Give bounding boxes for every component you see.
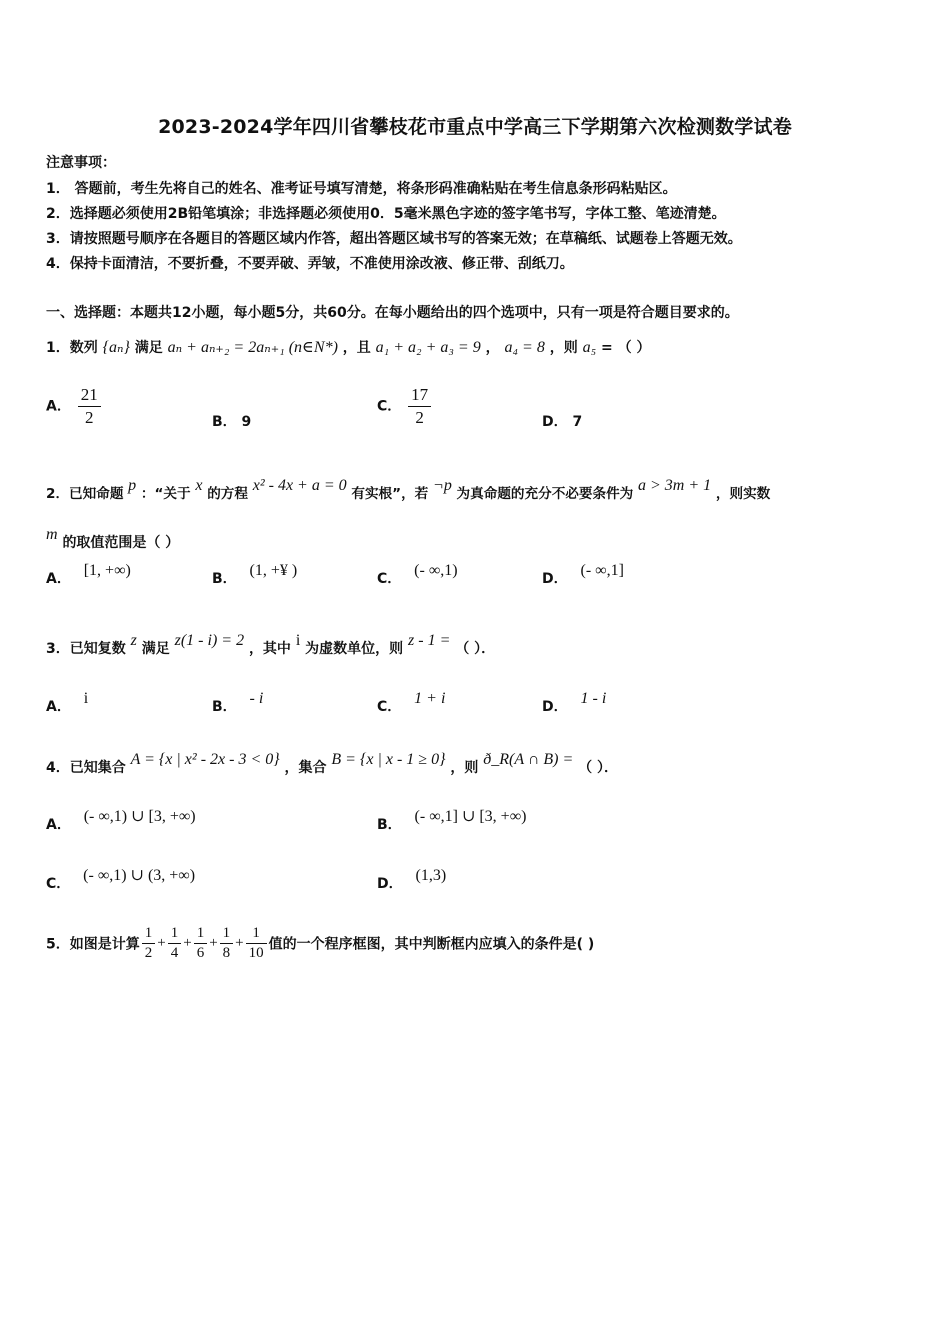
q5-fraction-1-num: 1 bbox=[142, 924, 156, 944]
q3-text-1: 3．已知复数 bbox=[46, 641, 126, 657]
q2-option-a-label: A． bbox=[46, 571, 71, 587]
q1-option-d[interactable] bbox=[542, 411, 582, 431]
q4-option-d[interactable] bbox=[377, 867, 447, 893]
notice-item-1: 1． 答题前，考生先将自己的姓名、准考证号填写清楚，将条形码准确粘贴在考生信息条形码粘贴区。 bbox=[46, 181, 677, 197]
q1-option-c[interactable] bbox=[377, 384, 433, 429]
q3-option-c-label: C． bbox=[377, 699, 402, 715]
q1-math-sequence: {aₙ} bbox=[102, 339, 130, 356]
q1-text-3: ，且 bbox=[342, 340, 371, 356]
q3-option-c-value: 1 + i bbox=[414, 690, 446, 707]
q2-option-b-value: (1, +¥ ) bbox=[249, 562, 298, 579]
q4-option-c-label: C． bbox=[46, 876, 71, 892]
q5-fraction-1 bbox=[142, 924, 156, 963]
q3-math-expression: z - 1 = bbox=[408, 632, 451, 649]
q1-option-a-fraction bbox=[78, 384, 101, 429]
q2-math-x: x bbox=[195, 477, 203, 494]
exam-title: 2023-2024学年四川省攀枝花市重点中学高三下学期第六次检测数学试卷 bbox=[158, 116, 792, 138]
q3-option-a-value: i bbox=[83, 690, 89, 707]
q4-option-a-value: (- ∞,1) ∪ [3, +∞) bbox=[83, 808, 196, 825]
q1-option-c-denominator: 2 bbox=[415, 408, 424, 427]
q5-fraction-5-num: 1 bbox=[246, 924, 267, 944]
q2-math-equation: x² - 4x + a = 0 bbox=[252, 477, 347, 494]
q5-fraction-4-den: 8 bbox=[222, 945, 231, 961]
q1-option-c-numerator: 17 bbox=[408, 384, 431, 407]
q2-text-3: 的方程 bbox=[207, 486, 248, 502]
q1-text-5: ，则 bbox=[549, 340, 578, 356]
q2-text-4: 有实根”，若 bbox=[351, 486, 429, 502]
q1-option-a-denominator: 2 bbox=[84, 408, 94, 427]
q1-option-d-label: D． bbox=[542, 414, 568, 430]
q3-option-a[interactable] bbox=[46, 690, 89, 716]
q2-math-m: m bbox=[46, 526, 58, 543]
q5-plus-4: + bbox=[235, 935, 244, 951]
q2-math-condition: a > 3m + 1 bbox=[638, 477, 712, 494]
question-4 bbox=[46, 751, 619, 777]
q5-fraction-3-den: 6 bbox=[196, 945, 205, 961]
q2-option-c-value: (- ∞,1) bbox=[414, 562, 458, 579]
section-heading: 一、选择题：本题共12小题，每小题5分，共60分。在每小题给出的四个选项中，只有一项是符合题目要求的。 bbox=[46, 305, 739, 321]
q4-text-4: （ ）． bbox=[578, 760, 619, 776]
q3-text-3: ，其中 bbox=[248, 641, 291, 657]
q4-option-a[interactable] bbox=[46, 808, 196, 834]
q1-math-a4: a₄ = 8 bbox=[504, 339, 545, 356]
q4-option-c-value: (- ∞,1) ∪ (3, +∞) bbox=[83, 867, 196, 884]
q2-option-c-label: C． bbox=[377, 571, 402, 587]
q1-text-6: = （ ） bbox=[601, 340, 651, 356]
q2-text-7: 的取值范围是（ ） bbox=[62, 535, 180, 551]
question-3 bbox=[46, 632, 496, 658]
q3-option-c[interactable] bbox=[377, 690, 446, 716]
q3-text-4: 为虚数单位，则 bbox=[305, 641, 404, 657]
q2-option-a-value: [1, +∞) bbox=[83, 562, 131, 579]
q5-fraction-5-den: 10 bbox=[248, 945, 264, 961]
q3-option-d-value: 1 - i bbox=[580, 690, 607, 707]
q5-fraction-1-den: 2 bbox=[144, 945, 153, 961]
q1-math-recurrence: aₙ + aₙ₊₂ = 2aₙ₊₁ (n∈N*) bbox=[167, 339, 338, 356]
q5-plus-3: + bbox=[209, 935, 218, 951]
q1-option-a[interactable] bbox=[46, 384, 103, 429]
q1-math-sum: a₁ + a₂ + a₃ = 9 bbox=[375, 339, 481, 356]
q1-option-d-value: 7 bbox=[572, 414, 583, 430]
q2-option-c[interactable] bbox=[377, 562, 458, 588]
q4-math-set-b: B = {x | x - 1 ≥ 0} bbox=[331, 751, 446, 768]
q3-math-z: z bbox=[130, 632, 137, 649]
q2-math-not-p: ¬p bbox=[433, 477, 452, 494]
q4-text-1: 4．已知集合 bbox=[46, 760, 126, 776]
q2-option-d[interactable] bbox=[542, 562, 624, 588]
q5-plus-2: + bbox=[183, 935, 192, 951]
q4-option-a-label: A． bbox=[46, 817, 71, 833]
q3-option-b-value: - i bbox=[249, 690, 264, 707]
q5-fraction-2-num: 1 bbox=[168, 924, 182, 944]
q3-option-b[interactable] bbox=[212, 690, 264, 716]
notice-item-4: 4．保持卡面清洁，不要折叠，不要弄破、弄皱，不准使用涂改液、修正带、刮纸刀。 bbox=[46, 256, 574, 272]
notice-item-2: 2．选择题必须使用2B铅笔填涂；非选择题必须使用0．5毫米黑色字迹的签字笔书写，字体工整、笔迹清楚。 bbox=[46, 206, 726, 222]
q1-option-a-label: A． bbox=[46, 398, 71, 415]
q5-fraction-2 bbox=[168, 924, 182, 963]
q4-option-b-label: B． bbox=[377, 817, 402, 833]
q5-fraction-5 bbox=[246, 924, 267, 963]
question-5 bbox=[46, 924, 594, 963]
q5-plus-1: + bbox=[157, 935, 166, 951]
q4-option-d-label: D． bbox=[377, 876, 403, 892]
q3-option-a-label: A． bbox=[46, 699, 71, 715]
q2-option-d-label: D． bbox=[542, 571, 568, 587]
q2-text-2: ：“关于 bbox=[140, 486, 191, 502]
q2-math-p: p bbox=[128, 477, 137, 494]
q5-fraction-4-num: 1 bbox=[220, 924, 234, 944]
q4-math-complement: ð_R(A ∩ B) = bbox=[483, 751, 574, 768]
q1-text-4: ， bbox=[485, 340, 500, 356]
q3-math-i: i bbox=[295, 632, 301, 649]
q4-option-b-value: (- ∞,1] ∪ [3, +∞) bbox=[414, 808, 527, 825]
q1-option-c-fraction bbox=[408, 384, 431, 429]
q1-text-2: 满足 bbox=[134, 340, 163, 356]
q4-option-d-value: (1,3) bbox=[415, 867, 447, 884]
question-1 bbox=[46, 337, 651, 357]
q2-text-5: 为真命题的充分不必要条件为 bbox=[456, 486, 634, 502]
q1-option-c-label: C． bbox=[377, 398, 402, 415]
q4-option-c[interactable] bbox=[46, 867, 196, 893]
q2-option-d-value: (- ∞,1] bbox=[580, 562, 624, 579]
q3-math-equation: z(1 - i) = 2 bbox=[174, 632, 245, 649]
q2-option-a[interactable] bbox=[46, 562, 131, 588]
q4-text-3: ，则 bbox=[450, 760, 479, 776]
q1-text-1: 1．数列 bbox=[46, 340, 98, 356]
q5-text-1: 5．如图是计算 bbox=[46, 936, 140, 953]
q5-fraction-4 bbox=[220, 924, 234, 963]
q1-option-b-value: 9 bbox=[241, 414, 252, 430]
q2-option-b-label: B． bbox=[212, 571, 237, 587]
q3-option-b-label: B． bbox=[212, 699, 237, 715]
q1-math-a5: a₅ bbox=[582, 339, 597, 356]
q3-text-5: （ ）． bbox=[455, 641, 496, 657]
q5-fraction-3 bbox=[194, 924, 208, 963]
q2-option-b[interactable] bbox=[212, 562, 298, 588]
q4-math-set-a: A = {x | x² - 2x - 3 < 0} bbox=[130, 751, 280, 768]
q4-option-b[interactable] bbox=[377, 808, 527, 834]
question-2 bbox=[46, 477, 771, 503]
q3-option-d-label: D． bbox=[542, 699, 568, 715]
q1-option-a-numerator: 21 bbox=[78, 384, 101, 407]
q2-text-1: 2．已知命题 bbox=[46, 486, 124, 502]
notice-item-3: 3．请按照题号顺序在各题目的答题区域内作答，超出答题区域书写的答案无效；在草稿纸、试题卷上答题无效。 bbox=[46, 231, 742, 247]
q5-fraction-3-num: 1 bbox=[194, 924, 208, 944]
q5-fraction-2-den: 4 bbox=[170, 945, 179, 961]
q5-text-2: 值的一个程序框图，其中判断框内应填入的条件是( ) bbox=[268, 936, 595, 953]
question-2-cont bbox=[46, 526, 180, 552]
q4-text-2: ，集合 bbox=[284, 760, 327, 776]
q2-text-6: ，则实数 bbox=[715, 486, 771, 502]
q3-text-2: 满足 bbox=[141, 641, 170, 657]
q1-option-b[interactable] bbox=[212, 411, 251, 431]
q3-option-d[interactable] bbox=[542, 690, 607, 716]
q1-option-b-label: B． bbox=[212, 414, 237, 430]
notice-heading: 注意事项： bbox=[46, 155, 116, 171]
